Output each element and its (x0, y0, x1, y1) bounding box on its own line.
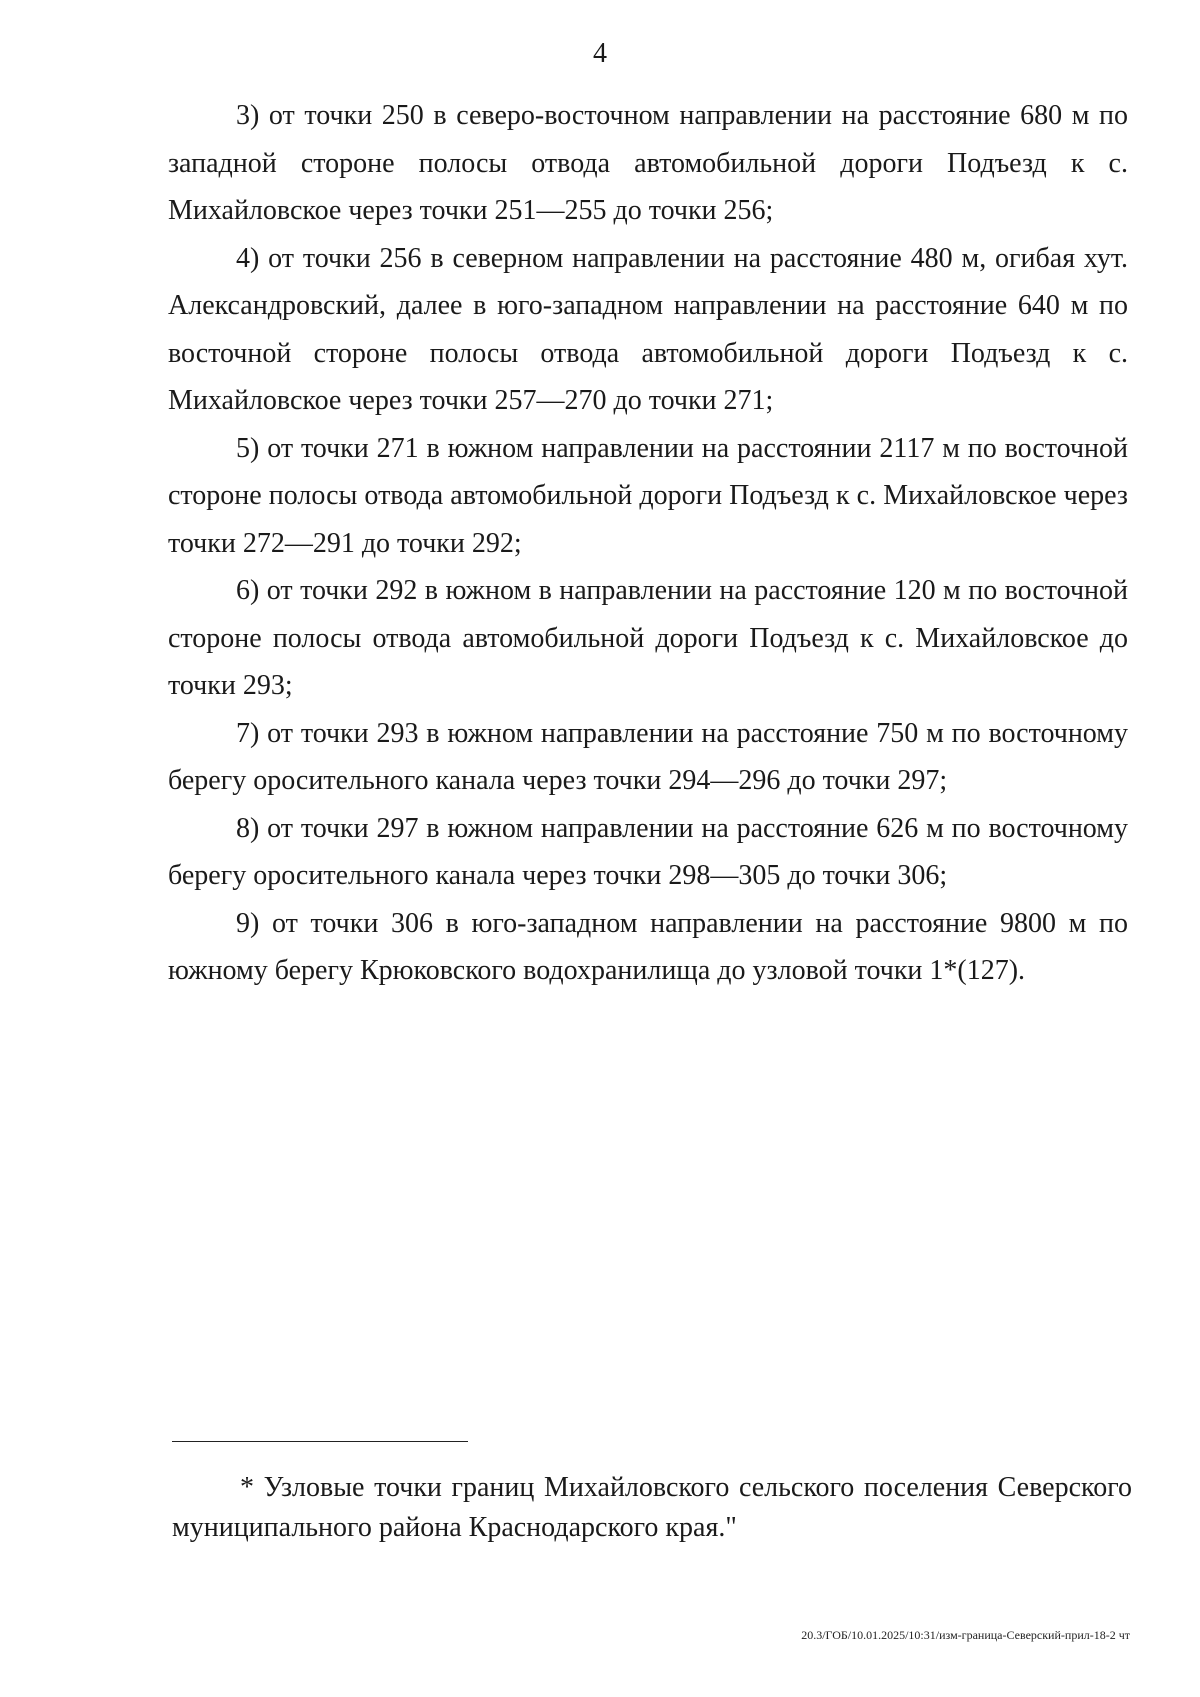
footnote-text: * Узловые точки границ Михайловского сельского поселения Северского муниципального района Краснодарского края." (172, 1472, 1132, 1543)
paragraph-item-4: 4) от точки 256 в северном направлении на расстояние 480 м, огибая хут. Александровский, далее в юго-западном направлении на расстояние 640 м по восточной стороне полосы отвода автомобильной дороги Подъезд к с. Михайловское через точки 257—270 до точки 271; (168, 242, 1128, 416)
paragraph-item-5: 5) от точки 271 в южном направлении на расстоянии 2117 м по восточной стороне полосы отвода автомобильной дороги Подъезд к с. Михайловское через точки 272—291 до точки 292; (168, 432, 1128, 559)
paragraph-item-9: 9) от точки 306 в юго-западном направлении на расстояние 9800 м по южному берегу Крюковского водохранилища до узловой точки 1*(127). (168, 907, 1128, 986)
document-body (168, 92, 1128, 995)
paragraph-item-6: 6) от точки 292 в южном в направлении на расстояние 120 м по восточной стороне полосы отвода автомобильной дороги Подъезд к с. Михайловское до точки 293; (168, 575, 1128, 701)
paragraph-item-7: 7) от точки 293 в южном направлении на расстояние 750 м по восточному берегу оросительного канала через точки 294—296 до точки 297; (168, 717, 1128, 796)
page-number: 4 (593, 38, 607, 69)
file-reference-stamp: 20.3/ГОБ/10.01.2025/10:31/изм-граница-Северский-прил-18-2 чт (801, 1628, 1130, 1642)
paragraph-item-3: 3) от точки 250 в северо-восточном направлении на расстояние 680 м по западной стороне полосы отвода автомобильной дороги Подъезд к с. Михайловское через точки 251—255 до точки 256; (168, 100, 1128, 226)
footnote-divider (172, 1441, 468, 1442)
paragraph-item-8: 8) от точки 297 в южном направлении на расстояние 626 м по восточному берегу оросительного канала через точки 298—305 до точки 306; (168, 812, 1128, 891)
